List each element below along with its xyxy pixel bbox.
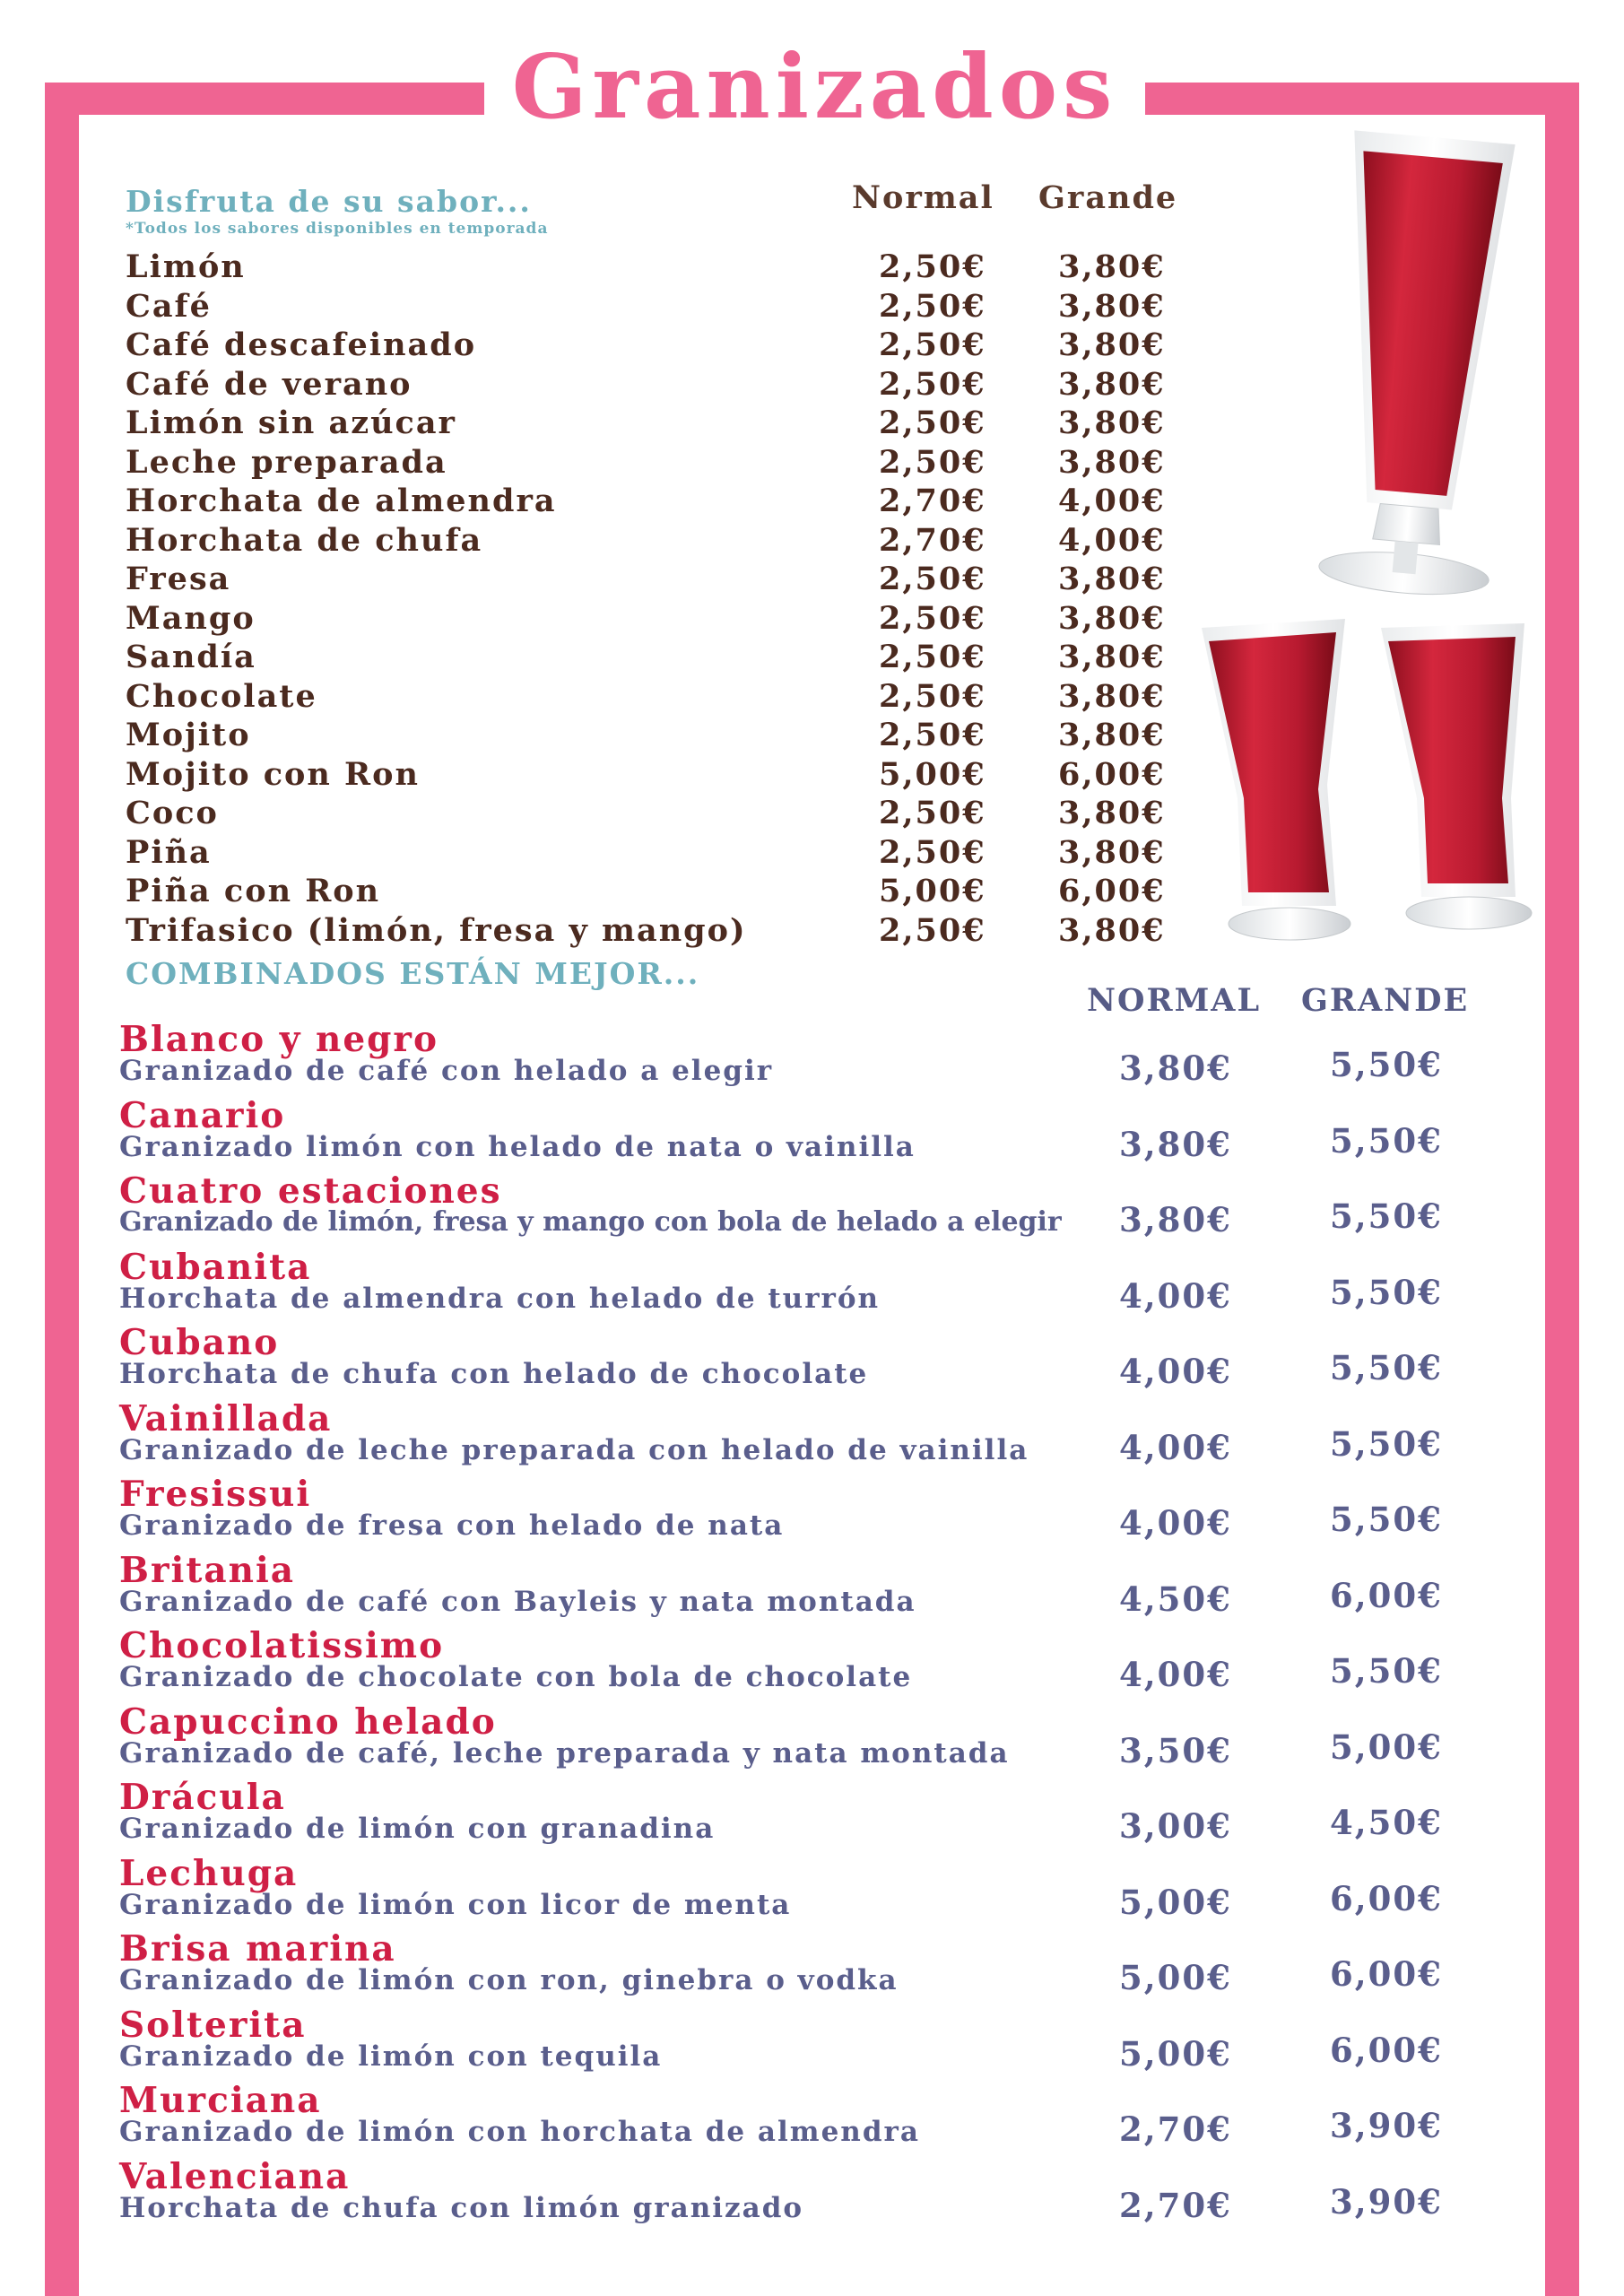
- combo-description: Granizado de limón con licor de menta: [119, 1888, 792, 1921]
- combo-description: Granizado de fresa con helado de nata: [119, 1509, 785, 1542]
- combo-description: Granizado de leche preparada con helado de vainilla: [119, 1433, 1029, 1466]
- combo-price-grande: 5,50€: [1330, 1651, 1443, 1691]
- combo-name: Murciana: [119, 2080, 322, 2121]
- combo-item: [119, 1399, 1518, 1475]
- flavor-price-normal: 2,50€: [879, 443, 986, 481]
- flavor-row: [126, 443, 1184, 483]
- combo-name: Vainillada: [119, 1397, 333, 1439]
- combo-price-grande: 6,00€: [1330, 1954, 1443, 1994]
- flavor-price-grande: 3,80€: [1058, 365, 1166, 403]
- combo-item: [119, 1474, 1518, 1551]
- red-drinks-illustration: [1202, 117, 1551, 960]
- flavor-price-grande: 3,80€: [1058, 911, 1166, 949]
- tall-glass: [1315, 130, 1527, 600]
- flavor-row: [126, 326, 1184, 365]
- flavor-price-normal: 2,50€: [879, 365, 986, 403]
- combo-description: Granizado de chocolate con bola de chocolate: [119, 1661, 913, 1693]
- flavor-price-grande: 3,80€: [1058, 326, 1166, 363]
- combo-item: [119, 1702, 1518, 1779]
- flavor-row: [126, 287, 1184, 326]
- flavor-price-grande: 3,80€: [1058, 833, 1166, 871]
- combo-price-normal: 3,50€: [1119, 1730, 1232, 1770]
- frame-top-left: [45, 83, 484, 115]
- combo-name: Chocolatissimo: [119, 1625, 445, 1666]
- flavor-name: Café: [126, 287, 212, 325]
- combo-description: Granizado de limón con granadina: [119, 1813, 716, 1845]
- combo-description: Granizado de limón con horchata de almendra: [119, 2116, 920, 2148]
- combo-name: Blanco y negro: [119, 1019, 439, 1060]
- flavor-name: Piña con Ron: [126, 873, 381, 909]
- combo-name: Capuccino helado: [119, 1700, 497, 1743]
- combo-name: Fresissui: [119, 1474, 312, 1515]
- flavor-list: [126, 248, 1184, 950]
- flavor-name: Trifasico (limón, fresa y mango): [126, 911, 747, 949]
- combo-description: Granizado de limón con ron, ginebra o vodka: [119, 1964, 899, 1996]
- combo-item: [119, 1096, 1518, 1172]
- flavor-price-normal: 2,50€: [879, 795, 986, 831]
- flavor-row: [126, 833, 1184, 873]
- frame-left: [45, 83, 79, 2296]
- flavor-price-normal: 2,50€: [879, 287, 986, 325]
- combo-item: [119, 1551, 1518, 1627]
- combo-name: Cubanita: [119, 1246, 312, 1288]
- flavor-price-grande: 3,80€: [1058, 443, 1166, 481]
- flavor-row: [126, 248, 1184, 287]
- column-normal-header: Normal: [852, 179, 994, 216]
- combo-item: [119, 1778, 1518, 1854]
- combo-item: [119, 2005, 1518, 2082]
- flavor-row: [126, 755, 1184, 795]
- combo-price-normal: 4,00€: [1119, 1275, 1232, 1316]
- flavor-row: [126, 638, 1184, 677]
- flavor-name: Coco: [126, 795, 219, 831]
- flavor-row: [126, 599, 1184, 639]
- glass-right: [1381, 623, 1532, 929]
- combo-name: Brisa marina: [119, 1928, 396, 1970]
- combo-name: Valenciana: [119, 2155, 351, 2197]
- combo-price-normal: 4,50€: [1119, 1578, 1232, 1619]
- flavor-price-grande: 6,00€: [1058, 873, 1166, 909]
- flavor-name: Mojito: [126, 717, 251, 753]
- flavor-price-grande: 4,00€: [1058, 483, 1166, 519]
- combo-price-grande: 5,50€: [1330, 1500, 1443, 1539]
- combo-item: [119, 1929, 1518, 2005]
- combo-price-normal: 4,00€: [1119, 1655, 1232, 1694]
- flavor-price-normal: 5,00€: [879, 755, 986, 793]
- combo-price-grande: 3,90€: [1330, 2181, 1443, 2222]
- flavor-price-normal: 2,50€: [879, 717, 986, 753]
- flavor-price-grande: 6,00€: [1058, 755, 1166, 793]
- combo-price-normal: 2,70€: [1119, 2109, 1232, 2149]
- combo-price-normal: 4,00€: [1119, 1352, 1232, 1391]
- combo-description: Granizado de café con Bayleis y nata montada: [119, 1585, 916, 1618]
- flavor-price-normal: 2,50€: [879, 404, 986, 441]
- combo-description: Granizado de café con helado a elegir: [119, 1055, 774, 1087]
- combo-price-grande: 6,00€: [1330, 1878, 1443, 1918]
- combo-price-normal: 4,00€: [1119, 1503, 1232, 1543]
- combo-price-grande: 5,50€: [1330, 1272, 1443, 1312]
- flavor-price-grande: 3,80€: [1058, 287, 1166, 325]
- combo-price-normal: 5,00€: [1119, 1958, 1232, 1997]
- flavor-name: Leche preparada: [126, 443, 447, 481]
- combo-price-normal: 3,80€: [1119, 1048, 1232, 1088]
- combo-description: Horchata de chufa con helado de chocolate: [119, 1358, 869, 1390]
- flavor-row: [126, 560, 1184, 599]
- combo-price-grande: 5,50€: [1330, 1196, 1443, 1236]
- flavor-price-grande: 3,80€: [1058, 248, 1166, 285]
- combo-price-grande: 5,50€: [1330, 1348, 1443, 1387]
- flavor-row: [126, 911, 1184, 951]
- combo-price-grande: 6,00€: [1330, 1575, 1443, 1615]
- combo-name: Canario: [119, 1094, 286, 1136]
- flavor-name: Limón sin azúcar: [126, 404, 456, 441]
- frame-top-right: [1145, 83, 1579, 115]
- combo-name: Cuatro estaciones: [119, 1170, 502, 1212]
- combo-price-grande: 5,50€: [1330, 1120, 1443, 1161]
- flavor-row: [126, 404, 1184, 443]
- combo-item: [119, 1626, 1518, 1702]
- intro-note: *Todos los sabores disponibles en temporada: [126, 220, 549, 238]
- flavor-price-normal: 5,00€: [879, 873, 986, 909]
- flavor-price-grande: 3,80€: [1058, 561, 1166, 597]
- combos-column-normal-header: NORMAL: [1087, 982, 1262, 1019]
- combo-price-normal: 4,00€: [1119, 1427, 1232, 1467]
- combo-description: Granizado de limón, fresa y mango con bola de helado a elegir: [119, 1206, 1062, 1238]
- flavor-row: [126, 794, 1184, 833]
- flavor-price-normal: 2,50€: [879, 911, 986, 949]
- flavor-name: Café descafeinado: [126, 326, 477, 363]
- flavor-price-grande: 3,80€: [1058, 404, 1166, 441]
- combo-description: Horchata de chufa con limón granizado: [119, 2191, 804, 2224]
- combo-name: Drácula: [119, 1777, 286, 1818]
- page-title: Granizados: [511, 36, 1118, 139]
- flavor-price-normal: 2,50€: [879, 248, 986, 285]
- combo-item: [119, 1854, 1518, 1930]
- combo-item: [119, 2157, 1518, 2233]
- flavor-price-grande: 3,80€: [1058, 795, 1166, 831]
- combo-description: Horchata de almendra con helado de turrón: [119, 1282, 881, 1315]
- combo-price-grande: 6,00€: [1330, 2030, 1443, 2070]
- flavor-name: Mango: [126, 599, 256, 637]
- combo-item: [119, 1323, 1518, 1399]
- combos-column-grande-header: GRANDE: [1301, 982, 1470, 1019]
- combo-name: Solterita: [119, 2004, 307, 2046]
- flavor-name: Horchata de almendra: [126, 483, 557, 519]
- flavor-name: Chocolate: [126, 677, 317, 715]
- flavor-price-grande: 3,80€: [1058, 677, 1166, 715]
- combo-price-normal: 3,80€: [1119, 1200, 1232, 1239]
- flavor-row: [126, 521, 1184, 561]
- flavor-price-normal: 2,50€: [879, 677, 986, 715]
- combo-price-normal: 3,80€: [1119, 1124, 1232, 1164]
- combos-section-label: COMBINADOS ESTÁN MEJOR...: [126, 956, 700, 991]
- combo-description: Granizado de café, leche preparada y nata montada: [119, 1736, 1010, 1770]
- flavor-price-grande: 4,00€: [1058, 521, 1166, 559]
- column-grande-header: Grande: [1038, 179, 1178, 216]
- flavor-price-normal: 2,50€: [879, 833, 986, 871]
- flavor-name: Horchata de chufa: [126, 521, 483, 559]
- combo-name: Britania: [119, 1549, 296, 1591]
- combo-price-grande: 3,90€: [1330, 2106, 1443, 2145]
- flavor-price-normal: 2,50€: [879, 561, 986, 597]
- flavor-name: Piña: [126, 833, 212, 871]
- combo-price-normal: 5,00€: [1119, 1882, 1232, 1922]
- combo-list: [119, 1020, 1518, 2232]
- flavor-row: [126, 482, 1184, 521]
- combo-item: [119, 1020, 1518, 1096]
- combo-price-normal: 3,00€: [1119, 1806, 1232, 1846]
- combo-price-grande: 5,50€: [1330, 1045, 1443, 1084]
- flavor-price-grande: 3,80€: [1058, 717, 1166, 753]
- combo-description: Granizado limón con helado de nata o vainilla: [119, 1130, 916, 1163]
- combo-price-grande: 5,00€: [1330, 1726, 1443, 1767]
- combo-price-grande: 5,50€: [1330, 1423, 1443, 1464]
- flavor-name: Café de verano: [126, 365, 413, 403]
- combo-price-normal: 2,70€: [1119, 2185, 1232, 2225]
- flavor-price-grande: 3,80€: [1058, 599, 1166, 637]
- intro-block: [126, 184, 843, 238]
- flavor-price-normal: 2,50€: [879, 599, 986, 637]
- combo-price-normal: 5,00€: [1119, 2033, 1232, 2074]
- combo-price-grande: 4,50€: [1330, 1803, 1443, 1842]
- intro-heading: Disfruta de su sabor...: [126, 184, 532, 219]
- flavor-row: [126, 365, 1184, 404]
- combo-name: Cubano: [119, 1322, 280, 1363]
- flavor-row: [126, 677, 1184, 717]
- flavor-price-normal: 2,70€: [879, 521, 986, 559]
- flavor-price-grande: 3,80€: [1058, 639, 1166, 675]
- flavor-row: [126, 716, 1184, 755]
- combo-item: [119, 1248, 1518, 1324]
- glass-left: [1202, 619, 1350, 940]
- combo-item: [119, 2081, 1518, 2157]
- flavor-name: Sandía: [126, 639, 256, 675]
- flavor-name: Mojito con Ron: [126, 755, 420, 793]
- flavor-price-normal: 2,50€: [879, 639, 986, 675]
- combo-item: [119, 1171, 1518, 1248]
- combo-name: Lechuga: [119, 1852, 299, 1894]
- flavor-name: Limón: [126, 248, 246, 285]
- flavor-price-normal: 2,70€: [879, 483, 986, 519]
- flavor-price-normal: 2,50€: [879, 326, 986, 363]
- flavor-row: [126, 872, 1184, 911]
- combo-description: Granizado de limón con tequila: [119, 2039, 663, 2073]
- flavor-name: Fresa: [126, 561, 231, 597]
